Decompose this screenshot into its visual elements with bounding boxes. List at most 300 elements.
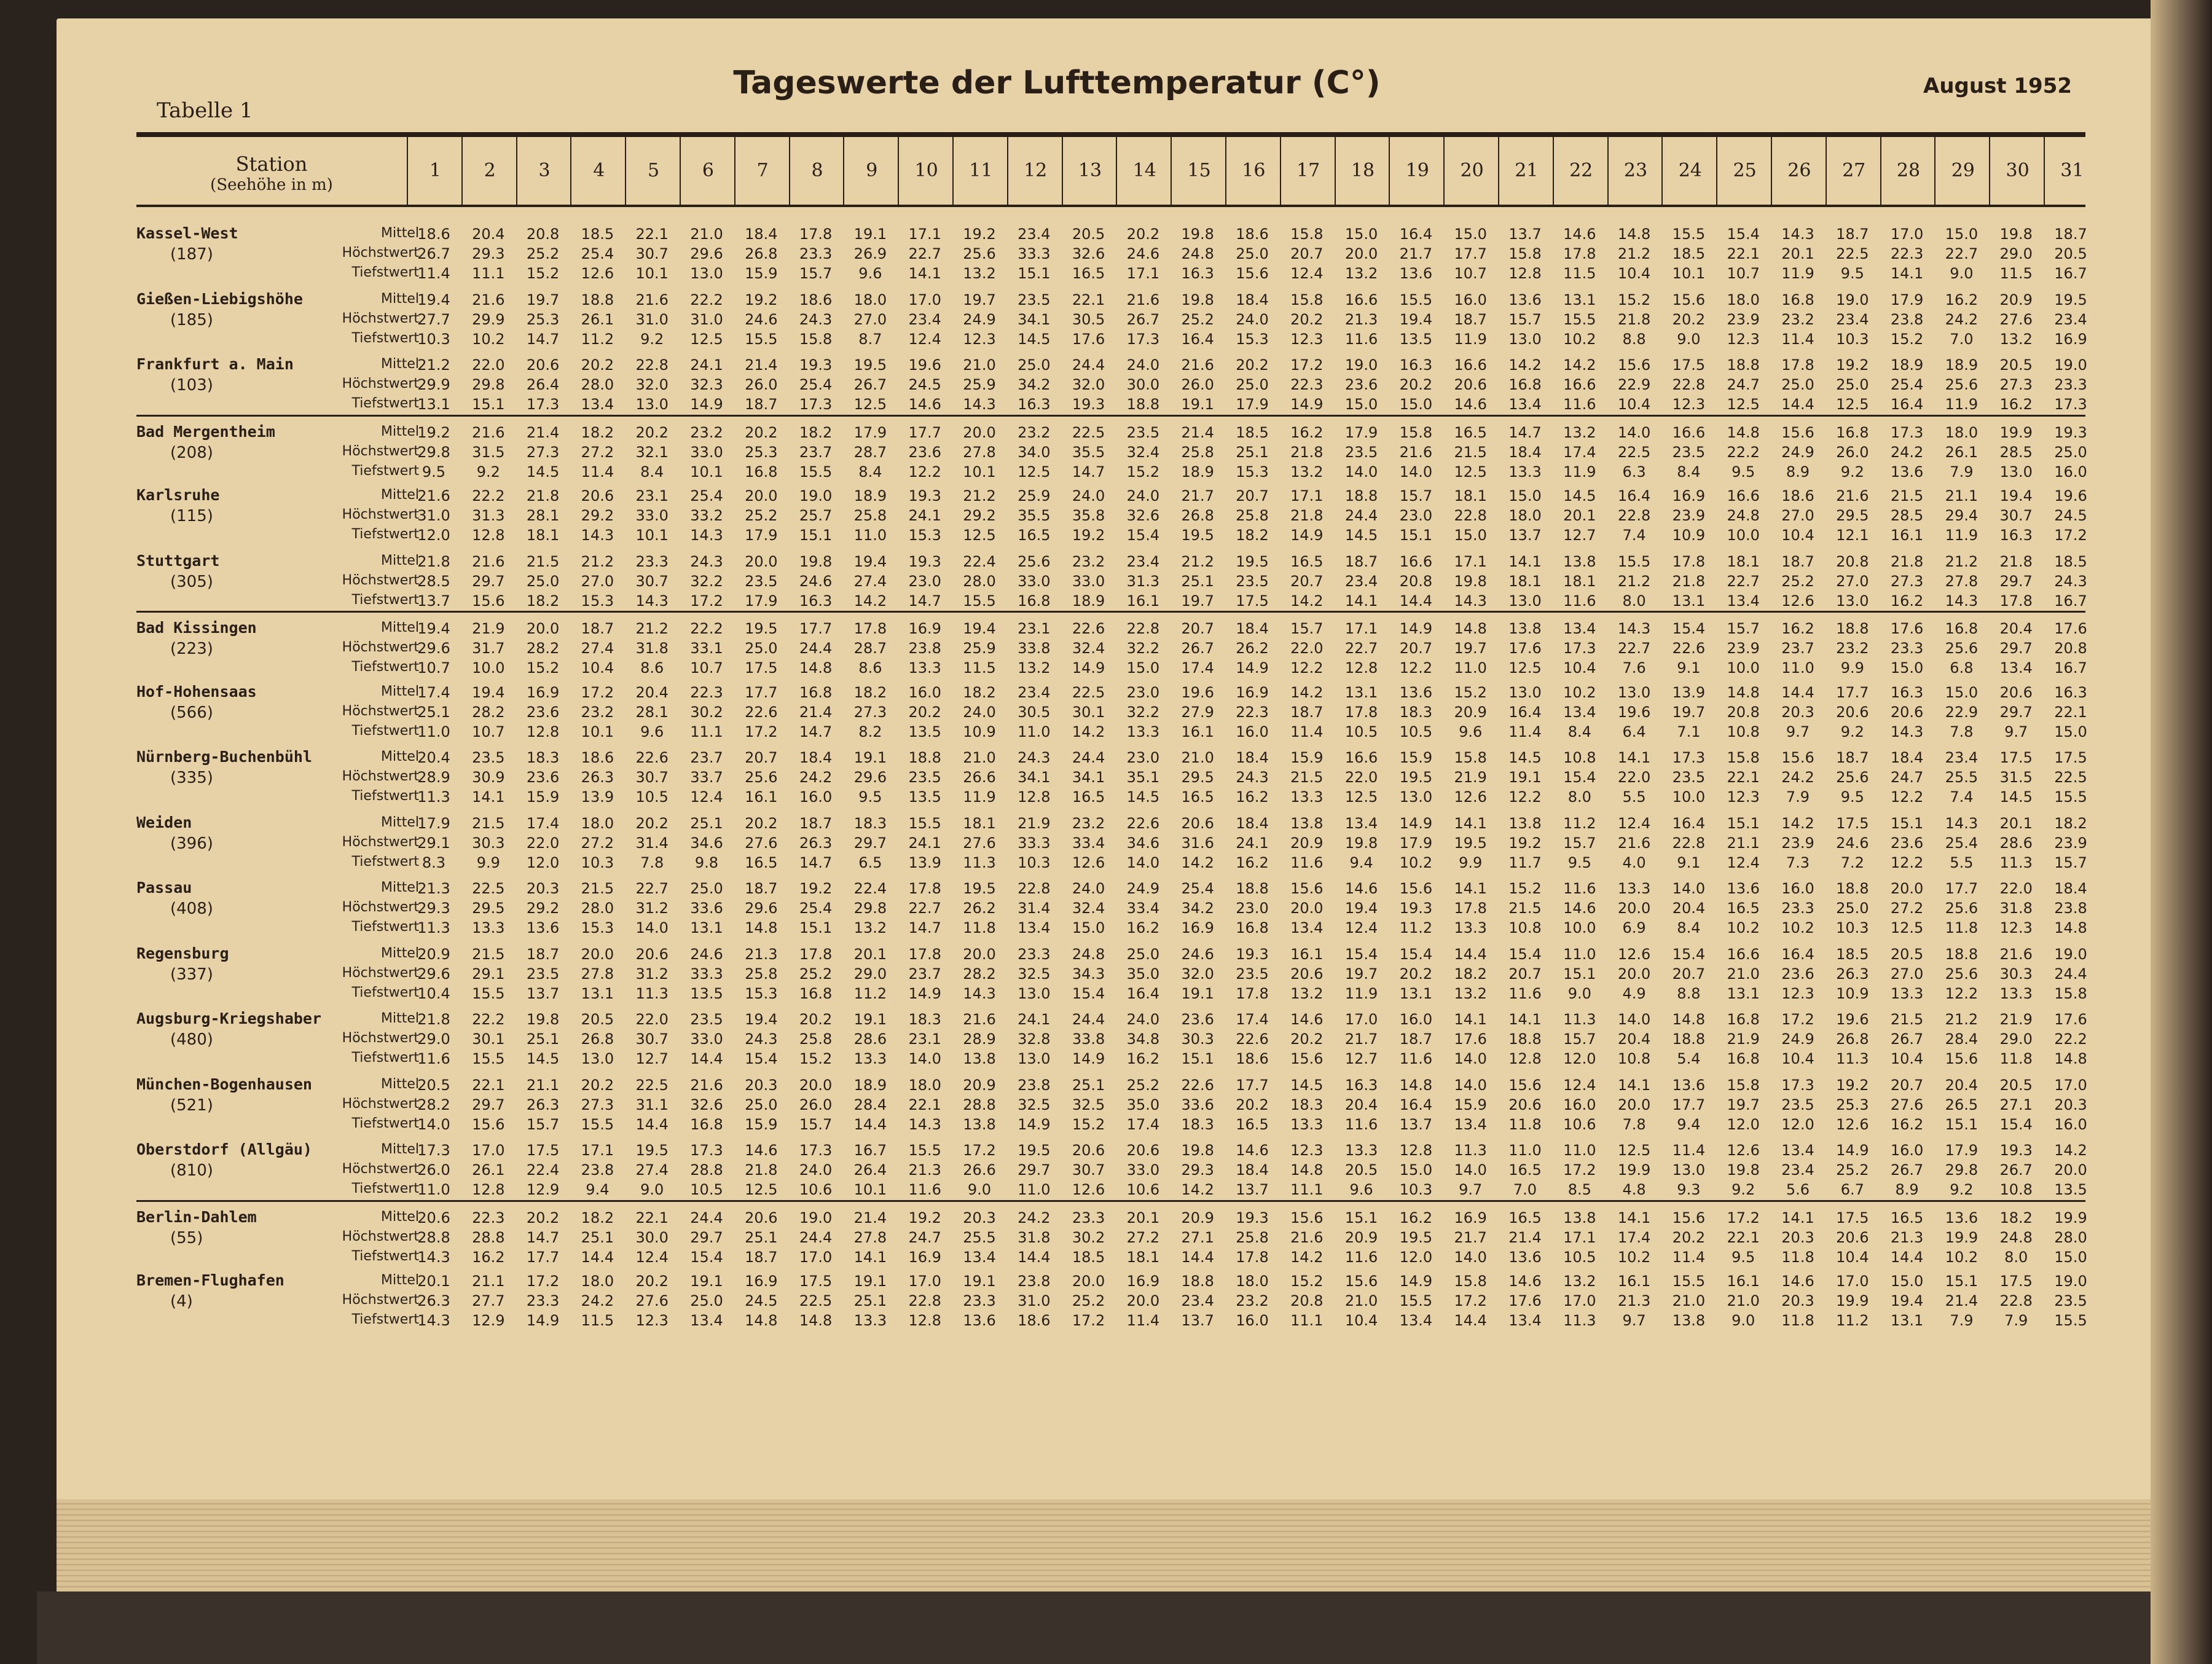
row-label: Mittel bbox=[381, 1142, 419, 1157]
table-cell: 25.2 bbox=[1072, 1292, 1105, 1309]
table-cell: 18.5 bbox=[1236, 423, 1269, 441]
table-cell: 11.1 bbox=[1290, 1312, 1324, 1329]
table-cell: 15.5 bbox=[472, 984, 505, 1002]
table-cell: 26.2 bbox=[1236, 640, 1269, 657]
table-cell: 23.4 bbox=[908, 310, 941, 328]
table-cell: 18.1 bbox=[1126, 1248, 1160, 1266]
table-cell: 15.4 bbox=[1672, 620, 1706, 637]
table-cell: 34.2 bbox=[1181, 900, 1214, 917]
table-cell: 15.6 bbox=[1399, 880, 1433, 897]
table-cell: 20.2 bbox=[799, 1011, 833, 1028]
table-cell: 21.1 bbox=[1727, 834, 1760, 852]
table-cell: 18.7 bbox=[526, 945, 560, 963]
table-cell: 27.2 bbox=[581, 443, 614, 461]
table-cell: 33.0 bbox=[1072, 572, 1105, 590]
table-cell: 15.0 bbox=[1508, 487, 1542, 504]
table-cell: 30.2 bbox=[690, 703, 723, 721]
table-cell: 10.0 bbox=[1727, 527, 1760, 544]
table-cell: 20.3 bbox=[963, 1209, 996, 1226]
day-header: 31 bbox=[2044, 137, 2100, 205]
table-cell: 18.2 bbox=[2054, 814, 2087, 832]
table-cell: 14.1 bbox=[1454, 814, 1487, 832]
table-cell: 13.6 bbox=[963, 1312, 996, 1329]
table-cell: 35.0 bbox=[1126, 965, 1160, 983]
table-cell: 25.0 bbox=[1018, 356, 1051, 374]
table-cell: 26.8 bbox=[745, 245, 778, 262]
table-cell: 10.1 bbox=[963, 463, 996, 481]
table-cell: 14.3 bbox=[635, 592, 669, 610]
table-cell: 24.0 bbox=[963, 703, 996, 721]
table-cell: 22.9 bbox=[1617, 376, 1651, 393]
table-cell: 6.8 bbox=[1950, 659, 1974, 677]
table-cell: 15.3 bbox=[1236, 330, 1269, 348]
table-cell: 10.3 bbox=[1399, 1181, 1433, 1198]
table-cell: 29.3 bbox=[417, 900, 450, 917]
table-cell: 19.2 bbox=[799, 880, 833, 897]
table-cell: 25.0 bbox=[1236, 376, 1269, 393]
table-cell: 22.0 bbox=[526, 834, 560, 852]
table-cell: 22.3 bbox=[1290, 376, 1324, 393]
table-cell: 11.2 bbox=[581, 330, 614, 348]
table-cell: 21.8 bbox=[417, 1011, 450, 1028]
table-cell: 20.0 bbox=[2054, 1161, 2087, 1179]
table-cell: 21.2 bbox=[635, 620, 669, 637]
table-cell: 10.4 bbox=[1617, 396, 1651, 413]
table-cell: 23.3 bbox=[963, 1292, 996, 1309]
table-cell: 14.6 bbox=[1781, 1273, 1814, 1290]
table-cell: 34.1 bbox=[1072, 769, 1105, 786]
table-cell: 26.8 bbox=[1836, 1030, 1869, 1048]
table-cell: 17.4 bbox=[1563, 443, 1596, 461]
table-cell: 10.4 bbox=[1344, 1312, 1378, 1329]
table-cell: 14.0 bbox=[1344, 463, 1378, 481]
table-cell: 15.9 bbox=[745, 265, 778, 282]
table-cell: 16.6 bbox=[1727, 945, 1760, 963]
table-cell: 11.9 bbox=[1945, 527, 1979, 544]
table-cell: 18.5 bbox=[1072, 1248, 1105, 1266]
row-label: Mittel bbox=[381, 620, 419, 635]
table-cell: 34.6 bbox=[1126, 834, 1160, 852]
table-cell: 13.4 bbox=[1399, 1312, 1433, 1329]
table-cell: 20.2 bbox=[1126, 226, 1160, 243]
table-cell: 26.9 bbox=[853, 245, 887, 262]
table-cell: 9.5 bbox=[1840, 788, 1864, 806]
table-cell: 26.6 bbox=[963, 769, 996, 786]
page-title: Tageswerte der Lufttemperatur (C°) bbox=[733, 65, 1381, 101]
table-cell: 24.9 bbox=[963, 310, 996, 328]
table-cell: 14.6 bbox=[1508, 1273, 1542, 1290]
table-cell: 29.0 bbox=[853, 965, 887, 983]
table-cell: 12.3 bbox=[1290, 1142, 1324, 1159]
table-cell: 15.1 bbox=[1945, 1115, 1979, 1133]
table-cell: 15.5 bbox=[472, 1050, 505, 1067]
table-cell: 26.3 bbox=[417, 1292, 450, 1309]
table-cell: 19.8 bbox=[526, 1011, 560, 1028]
table-cell: 16.5 bbox=[1290, 552, 1324, 570]
table-cell: 14.6 bbox=[1344, 880, 1378, 897]
table-cell: 25.6 bbox=[1945, 900, 1979, 917]
table-cell: 23.1 bbox=[635, 487, 669, 504]
table-cell: 14.4 bbox=[1018, 1248, 1051, 1266]
row-label: Mittel bbox=[381, 356, 419, 372]
table-cell: 23.2 bbox=[1018, 423, 1051, 441]
table-cell: 21.0 bbox=[1672, 1292, 1706, 1309]
table-cell: 13.1 bbox=[1344, 683, 1378, 701]
table-cell: 25.0 bbox=[1836, 376, 1869, 393]
table-cell: 17.6 bbox=[2054, 620, 2087, 637]
table-cell: 23.7 bbox=[908, 965, 941, 983]
table-cell: 25.6 bbox=[1018, 552, 1051, 570]
table-cell: 14.2 bbox=[1563, 356, 1596, 374]
table-cell: 22.0 bbox=[1290, 640, 1324, 657]
table-cell: 22.3 bbox=[1890, 245, 1924, 262]
table-cell: 13.4 bbox=[1781, 1142, 1814, 1159]
table-cell: 18.7 bbox=[2054, 226, 2087, 243]
table-cell: 20.2 bbox=[635, 814, 669, 832]
table-cell: 14.5 bbox=[526, 463, 560, 481]
table-cell: 20.8 bbox=[1836, 552, 1869, 570]
table-cell: 10.4 bbox=[1781, 527, 1814, 544]
table-cell: 29.7 bbox=[853, 834, 887, 852]
table-cell: 21.1 bbox=[1945, 487, 1979, 504]
table-cell: 21.8 bbox=[1290, 443, 1324, 461]
table-cell: 31.5 bbox=[1999, 769, 2033, 786]
table-cell: 10.8 bbox=[1617, 1050, 1651, 1067]
table-cell: 8.6 bbox=[640, 659, 664, 677]
table-cell: 15.5 bbox=[745, 330, 778, 348]
table-cell: 28.2 bbox=[417, 1096, 450, 1113]
table-cell: 24.5 bbox=[2054, 507, 2087, 524]
table-cell: 20.8 bbox=[1727, 703, 1760, 721]
table-cell: 15.5 bbox=[799, 463, 833, 481]
table-cell: 17.9 bbox=[1236, 396, 1269, 413]
table-cell: 18.2 bbox=[1454, 965, 1487, 983]
table-cell: 22.4 bbox=[963, 552, 996, 570]
table-cell: 19.7 bbox=[1454, 640, 1487, 657]
table-cell: 19.9 bbox=[1945, 1228, 1979, 1246]
table-cell: 23.9 bbox=[1672, 507, 1706, 524]
table-cell: 12.5 bbox=[1890, 919, 1924, 936]
table-cell: 20.9 bbox=[1454, 703, 1487, 721]
table-cell: 13.0 bbox=[1399, 788, 1433, 806]
table-cell: 24.9 bbox=[1781, 443, 1814, 461]
table-cell: 25.9 bbox=[963, 640, 996, 657]
table-cell: 15.8 bbox=[1454, 1273, 1487, 1290]
table-cell: 33.4 bbox=[1126, 900, 1160, 917]
table-cell: 20.1 bbox=[417, 1273, 450, 1290]
table-cell: 23.2 bbox=[1236, 1292, 1269, 1309]
table-cell: 19.4 bbox=[745, 1011, 778, 1028]
table-cell: 17.7 bbox=[1672, 1096, 1706, 1113]
table-cell: 23.0 bbox=[1399, 507, 1433, 524]
table-cell: 30.3 bbox=[1999, 965, 2033, 983]
table-cell: 15.3 bbox=[1236, 463, 1269, 481]
table-cell: 29.0 bbox=[1999, 245, 2033, 262]
table-cell: 14.7 bbox=[526, 1228, 560, 1246]
table-cell: 30.3 bbox=[472, 834, 505, 852]
table-cell: 24.3 bbox=[690, 552, 723, 570]
table-cell: 25.6 bbox=[1945, 640, 1979, 657]
table-cell: 10.0 bbox=[472, 659, 505, 677]
table-cell: 14.0 bbox=[1617, 1011, 1651, 1028]
table-cell: 23.5 bbox=[1018, 291, 1051, 308]
table-cell: 20.7 bbox=[1181, 620, 1214, 637]
table-cell: 16.0 bbox=[2054, 463, 2087, 481]
table-cell: 17.5 bbox=[1236, 592, 1269, 610]
table-cell: 15.6 bbox=[1508, 1076, 1542, 1094]
table-cell: 33.8 bbox=[1072, 1030, 1105, 1048]
table-cell: 16.6 bbox=[1399, 552, 1433, 570]
table-cell: 20.0 bbox=[1290, 900, 1324, 917]
table-cell: 15.2 bbox=[1890, 330, 1924, 348]
station-elevation: (810) bbox=[170, 1161, 213, 1180]
table-cell: 11.3 bbox=[1563, 1011, 1596, 1028]
table-cell: 25.8 bbox=[1236, 507, 1269, 524]
table-cell: 17.4 bbox=[1236, 1011, 1269, 1028]
table-cell: 17.5 bbox=[1836, 1209, 1869, 1226]
table-cell: 19.6 bbox=[1836, 1011, 1869, 1028]
row-label: Tiefstwert bbox=[351, 265, 419, 280]
row-label: Tiefstwert bbox=[351, 1181, 419, 1196]
table-cell: 19.5 bbox=[1454, 834, 1487, 852]
day-header: 4 bbox=[570, 137, 626, 205]
table-cell: 18.9 bbox=[853, 487, 887, 504]
table-cell: 27.0 bbox=[853, 310, 887, 328]
table-cell: 24.4 bbox=[799, 640, 833, 657]
table-cell: 12.2 bbox=[1945, 984, 1979, 1002]
table-cell: 12.5 bbox=[1018, 463, 1051, 481]
table-cell: 20.2 bbox=[581, 1076, 614, 1094]
table-cell: 15.1 bbox=[472, 396, 505, 413]
table-cell: 17.9 bbox=[745, 592, 778, 610]
table-cell: 22.6 bbox=[1181, 1076, 1214, 1094]
table-cell: 20.0 bbox=[1344, 245, 1378, 262]
table-cell: 18.2 bbox=[853, 683, 887, 701]
table-cell: 33.6 bbox=[690, 900, 723, 917]
table-cell: 18.4 bbox=[1236, 749, 1269, 766]
table-cell: 6.4 bbox=[1622, 723, 1646, 740]
table-cell: 17.8 bbox=[1236, 984, 1269, 1002]
table-cell: 24.7 bbox=[908, 1228, 941, 1246]
table-cell: 15.7 bbox=[526, 1115, 560, 1133]
table-cell: 9.2 bbox=[476, 463, 500, 481]
table-cell: 14.2 bbox=[1181, 1181, 1214, 1198]
table-cell: 17.0 bbox=[472, 1142, 505, 1159]
table-cell: 24.2 bbox=[581, 1292, 614, 1309]
table-cell: 18.4 bbox=[745, 226, 778, 243]
table-cell: 23.0 bbox=[1236, 900, 1269, 917]
table-cell: 9.4 bbox=[1677, 1115, 1701, 1133]
table-cell: 16.3 bbox=[1018, 396, 1051, 413]
table-cell: 25.0 bbox=[2054, 443, 2087, 461]
table-cell: 21.2 bbox=[1181, 552, 1214, 570]
table-cell: 35.5 bbox=[1072, 443, 1105, 461]
table-cell: 13.3 bbox=[1454, 919, 1487, 936]
table-cell: 35.8 bbox=[1072, 507, 1105, 524]
table-cell: 21.6 bbox=[1999, 945, 2033, 963]
table-cell: 16.4 bbox=[1508, 703, 1542, 721]
table-cell: 14.3 bbox=[963, 984, 996, 1002]
table-cell: 23.4 bbox=[1018, 683, 1051, 701]
table-cell: 25.8 bbox=[799, 1030, 833, 1048]
table-cell: 19.5 bbox=[2054, 291, 2087, 308]
day-header: 24 bbox=[1661, 137, 1717, 205]
table-cell: 15.7 bbox=[1727, 620, 1760, 637]
table-cell: 16.5 bbox=[1181, 788, 1214, 806]
table-cell: 22.7 bbox=[1727, 572, 1760, 590]
day-header: 15 bbox=[1171, 137, 1226, 205]
table-cell: 11.4 bbox=[581, 463, 614, 481]
table-cell: 14.1 bbox=[1617, 749, 1651, 766]
table-cell: 18.0 bbox=[853, 291, 887, 308]
table-cell: 22.7 bbox=[1945, 245, 1979, 262]
table-cell: 23.5 bbox=[1236, 572, 1269, 590]
table-cell: 17.1 bbox=[581, 1142, 614, 1159]
table-cell: 24.4 bbox=[690, 1209, 723, 1226]
day-header: 20 bbox=[1443, 137, 1499, 205]
table-cell: 11.2 bbox=[1399, 919, 1433, 936]
table-cell: 17.9 bbox=[1399, 834, 1433, 852]
table-cell: 21.4 bbox=[1181, 423, 1214, 441]
table-cell: 24.7 bbox=[1890, 769, 1924, 786]
table-cell: 25.1 bbox=[1072, 1076, 1105, 1094]
table-cell: 14.3 bbox=[908, 1115, 941, 1133]
table-cell: 22.5 bbox=[1072, 683, 1105, 701]
table-cell: 21.0 bbox=[963, 356, 996, 374]
table-cell: 27.8 bbox=[963, 443, 996, 461]
table-cell: 14.9 bbox=[1399, 620, 1433, 637]
table-cell: 21.8 bbox=[1999, 552, 2033, 570]
table-cell: 19.5 bbox=[1018, 1142, 1051, 1159]
table-cell: 13.3 bbox=[1617, 880, 1651, 897]
table-cell: 29.8 bbox=[853, 900, 887, 917]
table-cell: 24.8 bbox=[1999, 1228, 2033, 1246]
table-cell: 14.9 bbox=[908, 984, 941, 1002]
table-cell: 22.0 bbox=[1617, 769, 1651, 786]
row-label: Tiefstwert bbox=[351, 1248, 419, 1264]
table-cell: 13.3 bbox=[1290, 1115, 1324, 1133]
table-cell: 20.9 bbox=[1999, 291, 2033, 308]
table-cell: 19.8 bbox=[1181, 1142, 1214, 1159]
table-cell: 21.2 bbox=[1617, 572, 1651, 590]
table-cell: 9.5 bbox=[1732, 463, 1755, 481]
table-cell: 20.2 bbox=[1399, 376, 1433, 393]
table-cell: 30.5 bbox=[1018, 703, 1051, 721]
table-cell: 10.4 bbox=[1563, 659, 1596, 677]
table-cell: 28.8 bbox=[417, 1228, 450, 1246]
table-cell: 13.4 bbox=[1508, 1312, 1542, 1329]
table-cell: 20.5 bbox=[1999, 356, 2033, 374]
table-cell: 20.6 bbox=[1072, 1142, 1105, 1159]
table-cell: 11.6 bbox=[1344, 1115, 1378, 1133]
table-cell: 15.1 bbox=[1890, 814, 1924, 832]
table-cell: 18.0 bbox=[1508, 507, 1542, 524]
table-cell: 14.7 bbox=[526, 330, 560, 348]
table-cell: 18.6 bbox=[581, 749, 614, 766]
table-cell: 12.6 bbox=[1727, 1142, 1760, 1159]
table-cell: 31.2 bbox=[635, 965, 669, 983]
table-cell: 16.5 bbox=[1508, 1209, 1542, 1226]
row-label: Tiefstwert bbox=[351, 919, 419, 935]
table-cell: 17.7 bbox=[1454, 245, 1487, 262]
table-cell: 17.8 bbox=[1999, 592, 2033, 610]
row-label: Tiefstwert bbox=[351, 984, 419, 1000]
table-cell: 16.7 bbox=[853, 1142, 887, 1159]
table-cell: 14.6 bbox=[1236, 1142, 1269, 1159]
table-cell: 17.8 bbox=[1344, 703, 1378, 721]
table-cell: 16.7 bbox=[2054, 592, 2087, 610]
table-cell: 15.2 bbox=[1508, 880, 1542, 897]
table-cell: 14.8 bbox=[2054, 1050, 2087, 1067]
table-cell: 7.1 bbox=[1677, 723, 1701, 740]
table-cell: 19.4 bbox=[417, 291, 450, 308]
table-cell: 15.4 bbox=[1344, 945, 1378, 963]
table-cell: 18.8 bbox=[908, 749, 941, 766]
table-cell: 25.3 bbox=[1836, 1096, 1869, 1113]
table-cell: 14.9 bbox=[1399, 1273, 1433, 1290]
row-label: Tiefstwert bbox=[351, 463, 419, 479]
table-cell: 23.9 bbox=[1727, 640, 1760, 657]
table-cell: 28.8 bbox=[472, 1228, 505, 1246]
table-cell: 15.2 bbox=[1126, 463, 1160, 481]
table-cell: 24.4 bbox=[2054, 965, 2087, 983]
table-cell: 13.9 bbox=[581, 788, 614, 806]
table-cell: 12.6 bbox=[1836, 1115, 1869, 1133]
table-cell: 19.5 bbox=[1399, 1228, 1433, 1246]
table-cell: 23.4 bbox=[1344, 572, 1378, 590]
station-name: Gießen-Liebigshöhe bbox=[136, 289, 303, 308]
table-cell: 9.0 bbox=[1677, 330, 1701, 348]
table-cell: 12.4 bbox=[908, 330, 941, 348]
table-cell: 16.9 bbox=[908, 620, 941, 637]
table-cell: 20.1 bbox=[1126, 1209, 1160, 1226]
table-cell: 19.3 bbox=[2054, 423, 2087, 441]
table-cell: 19.0 bbox=[2054, 945, 2087, 963]
table-cell: 20.5 bbox=[2054, 245, 2087, 262]
table-cell: 12.2 bbox=[1508, 788, 1542, 806]
table-cell: 22.3 bbox=[1236, 703, 1269, 721]
table-cell: 20.2 bbox=[1290, 1030, 1324, 1048]
table-cell: 12.5 bbox=[1508, 659, 1542, 677]
table-cell: 29.9 bbox=[472, 310, 505, 328]
table-cell: 23.5 bbox=[745, 572, 778, 590]
table-cell: 14.5 bbox=[1018, 330, 1051, 348]
table-cell: 25.1 bbox=[745, 1228, 778, 1246]
table-cell: 20.0 bbox=[581, 945, 614, 963]
table-cell: 9.0 bbox=[1732, 1312, 1755, 1329]
table-cell: 17.4 bbox=[417, 683, 450, 701]
table-cell: 33.0 bbox=[635, 507, 669, 524]
table-cell: 13.0 bbox=[581, 1050, 614, 1067]
table-cell: 23.2 bbox=[1072, 814, 1105, 832]
table-cell: 14.9 bbox=[1836, 1142, 1869, 1159]
table-cell: 10.1 bbox=[690, 463, 723, 481]
table-cell: 11.9 bbox=[1945, 396, 1979, 413]
table-cell: 16.6 bbox=[1344, 291, 1378, 308]
table-cell: 16.4 bbox=[1399, 1096, 1433, 1113]
table-cell: 19.2 bbox=[963, 226, 996, 243]
table-cell: 13.8 bbox=[963, 1115, 996, 1133]
table-cell: 30.7 bbox=[635, 572, 669, 590]
table-cell: 17.3 bbox=[1890, 423, 1924, 441]
table-cell: 24.4 bbox=[799, 1228, 833, 1246]
table-cell: 9.6 bbox=[1349, 1181, 1373, 1198]
table-cell: 14.3 bbox=[1781, 226, 1814, 243]
table-cell: 27.6 bbox=[1999, 310, 2033, 328]
table-cell: 15.5 bbox=[1672, 226, 1706, 243]
table-cell: 9.0 bbox=[1950, 265, 1974, 282]
table-cell: 27.8 bbox=[853, 1228, 887, 1246]
